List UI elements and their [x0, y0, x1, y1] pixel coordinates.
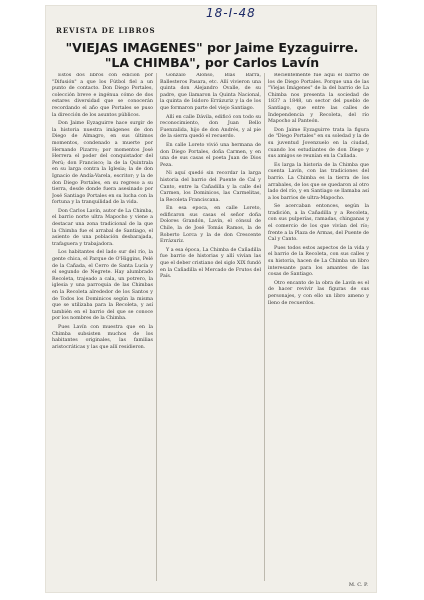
article-paragraph: Otro encanto de la obra de Lavín es el de hacer revivir las figuras de sus personajes, y con ello un libro ameno y lleno de recuerdos.: [268, 280, 369, 306]
newspaper-clipping: [46, 6, 376, 592]
section-title: REVISTA DE LIBROS: [56, 26, 156, 35]
headline: [54, 40, 370, 70]
article-paragraph: Pues todos estos aspectos de la vida y el barrio de la Recoleta, con sus calles y su historia, hacen de La Chimba un libro interesante para los amantes de las cosas de Santiago.: [268, 245, 369, 278]
article-paragraph: Don Carlos Lavín, autor de La Chimba, el barrio norte ultra Mapocho y viene a destacar una zona tradicional de la que la Chimba fue el arrabal de Santiago, el asiento de una población desbarajada, trafaguera y trabajadora.: [52, 208, 153, 247]
article-paragraph: Recientemente fue aquí el barrio de los de Diego Portales. Porque una de las "Viejas Imágenes" de la del barrio de La Chimba nos presenta la sociedad de 1837 a 1848, un sector del pueblo de Santiago, que entre las calles de Independencia y Recoleta, del río Mapocho al Panteón.: [268, 73, 369, 125]
article-paragraph: En calle Loreto vivió una hermana de don Diego Portales, doña Carmen, y en una de sus casas el poeta Juan de Dios Peza.: [160, 142, 261, 168]
article-paragraph: Don Jaime Eyzaguirre trata la figura de "Diego Portales" en su soledad y la de su juventud Jovenzuelo en la ciudad, cuando los estudiantes de don Diego y sus amigos se reunían en la Cañada.: [268, 127, 369, 160]
article-paragraph: Pues Lavín con muestra que en la Chimba subsisten muchos de los habitantes originales, las familias aristocráticas y las que allí residieron.: [52, 324, 153, 350]
column-divider: [264, 73, 265, 581]
article-body: [52, 73, 370, 585]
article-paragraph: Gonzalo Alonso, Blas Barra, Ballesteros Pasara, etc. Allí vivieron una quinta don Alejandro Ovalle, de su padre, que llamaron la Quinta Nacional, la quinta de Isidoro Errázuriz y la de los que formaron parte del viejo Santiago.: [160, 73, 261, 111]
article-paragraph: Allí en calle Dávila, edificó con todo su reconocimiento, don Juan Bello Fuenzalida, hijo de don Andrés, y al pie de la sierra quedó el recuerdo.: [160, 114, 261, 140]
article-paragraph: En esa epoca, en calle Loreto, edificaron sus casas el señor doña Dolores Grandón, Lavín, el cónsul de Chile, la de José Tomás Ramos, la de Roberto Lorca y la de don Crescente Errázuriz.: [160, 206, 261, 245]
article-paragraph: Se acercaban entonces, según la tradición, a la Cañadilla y a Recoleta, con sus pulperías, ramadas, chinganas y el comercio de los que vivían del río; frente a la Plaza de Armas, del Puente de Cal y Canto.: [268, 204, 369, 243]
article-column-3: [268, 73, 369, 585]
article-paragraph: Los habitantes del lado sur del río, la gente chica, el Parque de O'Higgins, Pelé de la Cañada, el Cerro de Santa Lucía y el segundo de Negrete. Hay alumbrado Recoleta, trajeado a cala, un potrero, la iglesia y una parroquia de las Chimbas en la Recoleta alrededor de los Santos y de Todos los Dominicos según la misma que se utilizaba para la Recoleta, y así también en el barrio del que se conoce por los nombres de la Chimba.: [52, 250, 153, 322]
article-column-2: [160, 73, 261, 585]
article-paragraph: Es larga la historia de la Chimba que cuenta Lavín, con las tradiciones del barrio. La Chimba es la tierra de los arrabales, de los que se quedaron al otro lado del río, y en Santiago se llamaba así a los barrios de ultra-Mapocho.: [268, 162, 369, 201]
article-paragraph: Estos dos libros con edición por "Difusión" a que los Fútbol fiel a un punto de contacto. Don Diego Portales, colección breve e ingénua cómo de dos estares diversidad que se conocerán recordando el año que Portales se puso la dirección de los asuntos públicos.: [52, 73, 153, 118]
article-paragraph: Y a esa época, La Chimba de Cañadilla fue barrio de historias y allí vivían las que el deber cristiano del siglo XIX fundó en la Cañadilla el Mercado de Frutos del País.: [160, 247, 261, 280]
handwritten-date: 18-I-48: [206, 6, 256, 20]
article-column-1: [52, 73, 153, 585]
author-signature: M. C. P.: [348, 582, 368, 588]
article-paragraph: Don Jaime Eyzaguirre hace surgir de la historia nuestra imágenes de don Diego de Almagro, en sus últimos momentos, condenado a muerte por Hernando Pizarro; por momentos José Herrera el poder del conquistador del Perú; don Francisco; la de la Quintrala en su larga contra la Iglesia; la de don Ignacio de Andía-Varela, escritor; y la de don Diego Portales, en su regreso a su tierra, desde donde fuera asesinado por José Santiago Portales en su lucha con la fortuna y la tranquilidad de la vida.: [52, 121, 153, 206]
headline-line-2: "LA CHIMBA", por Carlos Lavín: [104, 55, 320, 70]
column-divider: [156, 73, 157, 581]
headline-line-1: "VIEJAS IMAGENES" por Jaime Eyzaguirre.: [65, 40, 359, 55]
article-paragraph: Ni aquí quedó sin recordar la larga historia del barrio del Puente de Cal y Canto, entre la Cañadilla y la calle del Carmen, los Dominicos, las Carmelitas, la Recoleta Franciscana.: [160, 171, 261, 203]
